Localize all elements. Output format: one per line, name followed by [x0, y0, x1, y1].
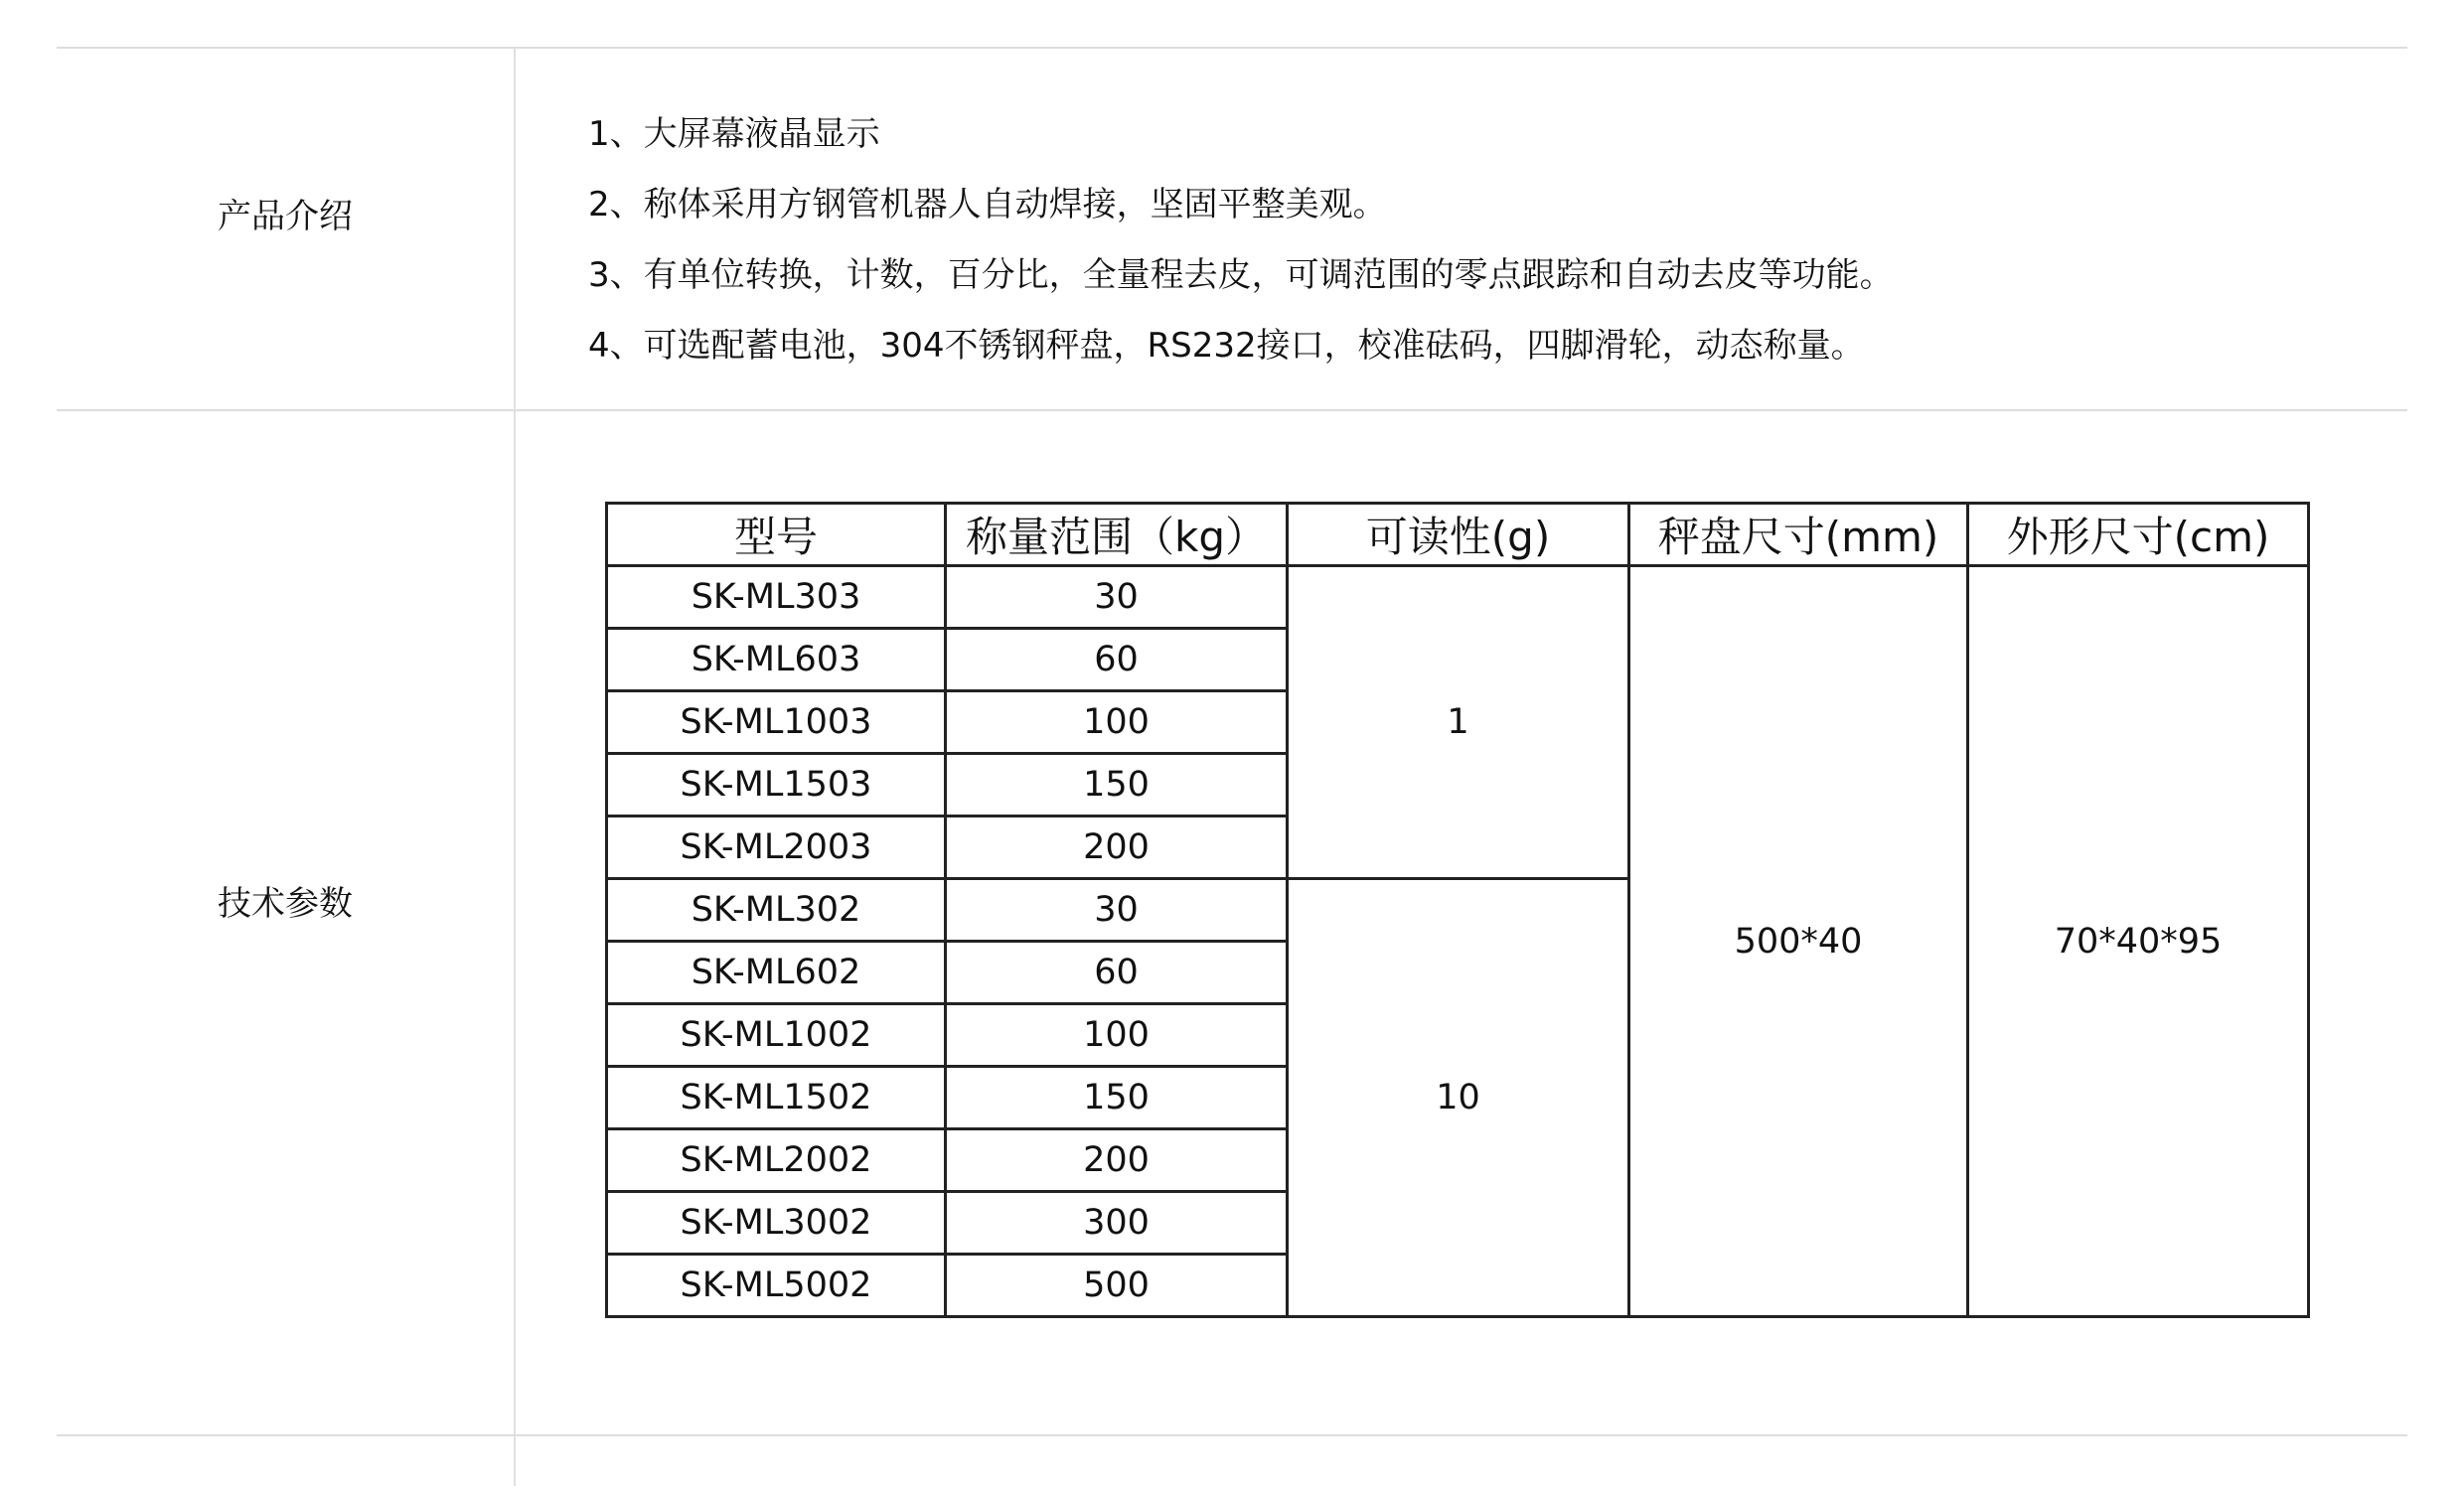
cell-model: SK-ML2003	[607, 817, 946, 879]
header-pan-size: 秤盘尺寸(mm)	[1629, 504, 1968, 566]
cell-model: SK-ML1002	[607, 1004, 946, 1067]
cell-readability: 10	[1288, 879, 1629, 1317]
spec-table	[605, 502, 2310, 1318]
table-header-row	[607, 504, 2309, 566]
cell-range: 200	[946, 817, 1288, 879]
intro-item: 2、称体采用方钢管机器人自动焊接，坚固平整美观。	[588, 185, 1387, 224]
cell-range: 100	[946, 1004, 1288, 1067]
cell-model: SK-ML603	[607, 629, 946, 691]
intro-item: 4、可选配蓄电池，304不锈钢秤盘，RS232接口，校准砝码，四脚滑轮，动态称量。	[588, 326, 1865, 366]
intro-item: 1、大屏幕液晶显示	[588, 114, 880, 154]
header-outer-size: 外形尺寸(cm)	[1968, 504, 2309, 566]
cell-model: SK-ML5002	[607, 1255, 946, 1317]
cell-range: 100	[946, 691, 1288, 754]
cell-model: SK-ML1502	[607, 1067, 946, 1129]
cell-model: SK-ML303	[607, 566, 946, 629]
column-divider	[514, 48, 516, 1486]
divider-middle	[57, 409, 2407, 411]
cell-model: SK-ML1003	[607, 691, 946, 754]
cell-model: SK-ML3002	[607, 1192, 946, 1255]
divider-bottom	[57, 1434, 2407, 1436]
cell-model: SK-ML2002	[607, 1129, 946, 1192]
header-readability: 可读性(g)	[1288, 504, 1629, 566]
cell-range: 150	[946, 754, 1288, 817]
header-range: 称量范围（kg）	[946, 504, 1288, 566]
intro-list	[588, 99, 1894, 381]
header-model: 型号	[607, 504, 946, 566]
cell-range: 30	[946, 566, 1288, 629]
cell-outer-size: 70*40*95	[1968, 566, 2309, 1317]
cell-range: 60	[946, 942, 1288, 1004]
intro-label: 产品介绍	[218, 197, 353, 236]
cell-model: SK-ML1503	[607, 754, 946, 817]
cell-model: SK-ML602	[607, 942, 946, 1004]
cell-range: 500	[946, 1255, 1288, 1317]
cell-model: SK-ML302	[607, 879, 946, 942]
specs-label: 技术参数	[218, 884, 353, 924]
table-row	[607, 566, 2309, 629]
cell-range: 300	[946, 1192, 1288, 1255]
cell-range: 200	[946, 1129, 1288, 1192]
cell-range: 30	[946, 879, 1288, 942]
divider-top	[57, 47, 2407, 49]
intro-item: 3、有单位转换，计数，百分比，全量程去皮，可调范围的零点跟踪和自动去皮等功能。	[588, 255, 1894, 295]
cell-range: 60	[946, 629, 1288, 691]
cell-range: 150	[946, 1067, 1288, 1129]
cell-pan-size: 500*40	[1629, 566, 1968, 1317]
cell-readability: 1	[1288, 566, 1629, 879]
